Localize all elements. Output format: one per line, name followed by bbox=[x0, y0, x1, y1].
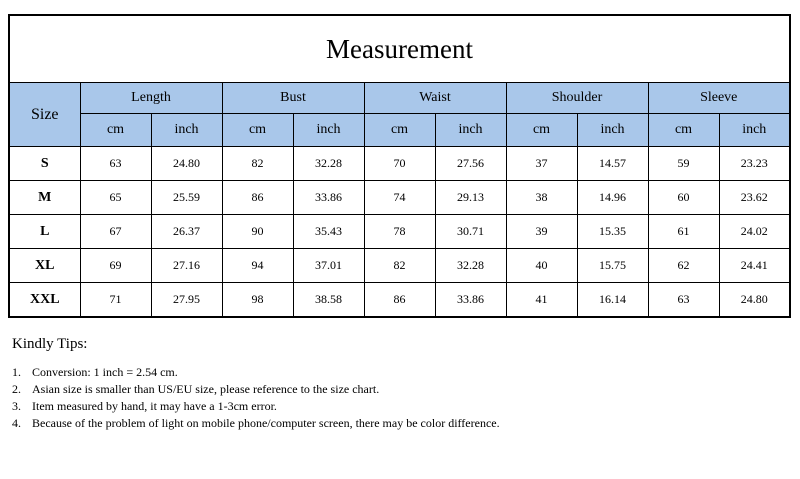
table-cell: 71 bbox=[80, 283, 151, 318]
table-cell: 24.41 bbox=[719, 249, 790, 283]
table-cell: 15.35 bbox=[577, 215, 648, 249]
unit-header-inch: inch bbox=[577, 114, 648, 147]
tip-text: Because of the problem of light on mobile phone/computer screen, there may be color difference. bbox=[32, 416, 500, 430]
table-cell: 69 bbox=[80, 249, 151, 283]
tips-list bbox=[12, 364, 612, 432]
table-cell: 38 bbox=[506, 181, 577, 215]
table-cell: 27.56 bbox=[435, 147, 506, 181]
table-cell: 61 bbox=[648, 215, 719, 249]
table-cell: 63 bbox=[80, 147, 151, 181]
table-cell: 23.62 bbox=[719, 181, 790, 215]
size-label: M bbox=[9, 181, 80, 215]
size-label: L bbox=[9, 215, 80, 249]
table-title: Measurement bbox=[9, 15, 790, 83]
group-header-length: Length bbox=[80, 83, 222, 114]
table-cell: 60 bbox=[648, 181, 719, 215]
size-label: S bbox=[9, 147, 80, 181]
table-body bbox=[9, 147, 790, 318]
table-row bbox=[9, 181, 790, 215]
table-row bbox=[9, 215, 790, 249]
tip-item bbox=[12, 381, 612, 398]
table-cell: 41 bbox=[506, 283, 577, 318]
unit-header-cm: cm bbox=[648, 114, 719, 147]
table-cell: 32.28 bbox=[435, 249, 506, 283]
table-cell: 65 bbox=[80, 181, 151, 215]
table-cell: 35.43 bbox=[293, 215, 364, 249]
tips-title: Kindly Tips: bbox=[12, 336, 88, 352]
tip-item bbox=[12, 398, 612, 415]
unit-header-cm: cm bbox=[222, 114, 293, 147]
tip-number: 3. bbox=[12, 399, 21, 413]
table-cell: 33.86 bbox=[293, 181, 364, 215]
unit-header-cm: cm bbox=[364, 114, 435, 147]
size-chart-table bbox=[8, 14, 791, 318]
unit-header-inch: inch bbox=[435, 114, 506, 147]
group-header-waist: Waist bbox=[364, 83, 506, 114]
table-cell: 23.23 bbox=[719, 147, 790, 181]
table-cell: 37.01 bbox=[293, 249, 364, 283]
table-cell: 59 bbox=[648, 147, 719, 181]
unit-header-cm: cm bbox=[80, 114, 151, 147]
table-cell: 40 bbox=[506, 249, 577, 283]
tip-item bbox=[12, 415, 612, 432]
table-cell: 24.80 bbox=[719, 283, 790, 318]
group-header-bust: Bust bbox=[222, 83, 364, 114]
table-cell: 14.57 bbox=[577, 147, 648, 181]
tip-text: Asian size is smaller than US/EU size, please reference to the size chart. bbox=[32, 382, 380, 396]
table-cell: 32.28 bbox=[293, 147, 364, 181]
size-label: XL bbox=[9, 249, 80, 283]
table-cell: 26.37 bbox=[151, 215, 222, 249]
table-cell: 94 bbox=[222, 249, 293, 283]
table-cell: 78 bbox=[364, 215, 435, 249]
table-cell: 86 bbox=[364, 283, 435, 318]
tip-text: Conversion: 1 inch = 2.54 cm. bbox=[32, 365, 178, 379]
unit-header-inch: inch bbox=[293, 114, 364, 147]
size-column-header: Size bbox=[9, 83, 80, 147]
size-label: XXL bbox=[9, 283, 80, 318]
table-row bbox=[9, 249, 790, 283]
table-cell: 74 bbox=[364, 181, 435, 215]
table-cell: 63 bbox=[648, 283, 719, 318]
unit-header-cm: cm bbox=[506, 114, 577, 147]
table-cell: 86 bbox=[222, 181, 293, 215]
table-cell: 15.75 bbox=[577, 249, 648, 283]
table-cell: 25.59 bbox=[151, 181, 222, 215]
table-cell: 27.16 bbox=[151, 249, 222, 283]
table-cell: 29.13 bbox=[435, 181, 506, 215]
table-cell: 62 bbox=[648, 249, 719, 283]
table-cell: 39 bbox=[506, 215, 577, 249]
table-cell: 82 bbox=[222, 147, 293, 181]
table-cell: 37 bbox=[506, 147, 577, 181]
table-cell: 67 bbox=[80, 215, 151, 249]
table-cell: 27.95 bbox=[151, 283, 222, 318]
tip-number: 1. bbox=[12, 365, 21, 379]
table-cell: 30.71 bbox=[435, 215, 506, 249]
table-cell: 24.80 bbox=[151, 147, 222, 181]
table-cell: 82 bbox=[364, 249, 435, 283]
table-row bbox=[9, 147, 790, 181]
group-header-shoulder: Shoulder bbox=[506, 83, 648, 114]
group-header-sleeve: Sleeve bbox=[648, 83, 790, 114]
table-cell: 24.02 bbox=[719, 215, 790, 249]
kindly-tips bbox=[12, 336, 612, 432]
table-cell: 90 bbox=[222, 215, 293, 249]
table-cell: 38.58 bbox=[293, 283, 364, 318]
unit-header-inch: inch bbox=[151, 114, 222, 147]
tip-number: 2. bbox=[12, 382, 21, 396]
unit-header-inch: inch bbox=[719, 114, 790, 147]
tip-text: Item measured by hand, it may have a 1-3cm error. bbox=[32, 399, 277, 413]
table-cell: 14.96 bbox=[577, 181, 648, 215]
tip-item bbox=[12, 364, 612, 381]
tip-number: 4. bbox=[12, 416, 21, 430]
table-cell: 33.86 bbox=[435, 283, 506, 318]
table-cell: 16.14 bbox=[577, 283, 648, 318]
table-cell: 70 bbox=[364, 147, 435, 181]
table-cell: 98 bbox=[222, 283, 293, 318]
table-row bbox=[9, 283, 790, 318]
